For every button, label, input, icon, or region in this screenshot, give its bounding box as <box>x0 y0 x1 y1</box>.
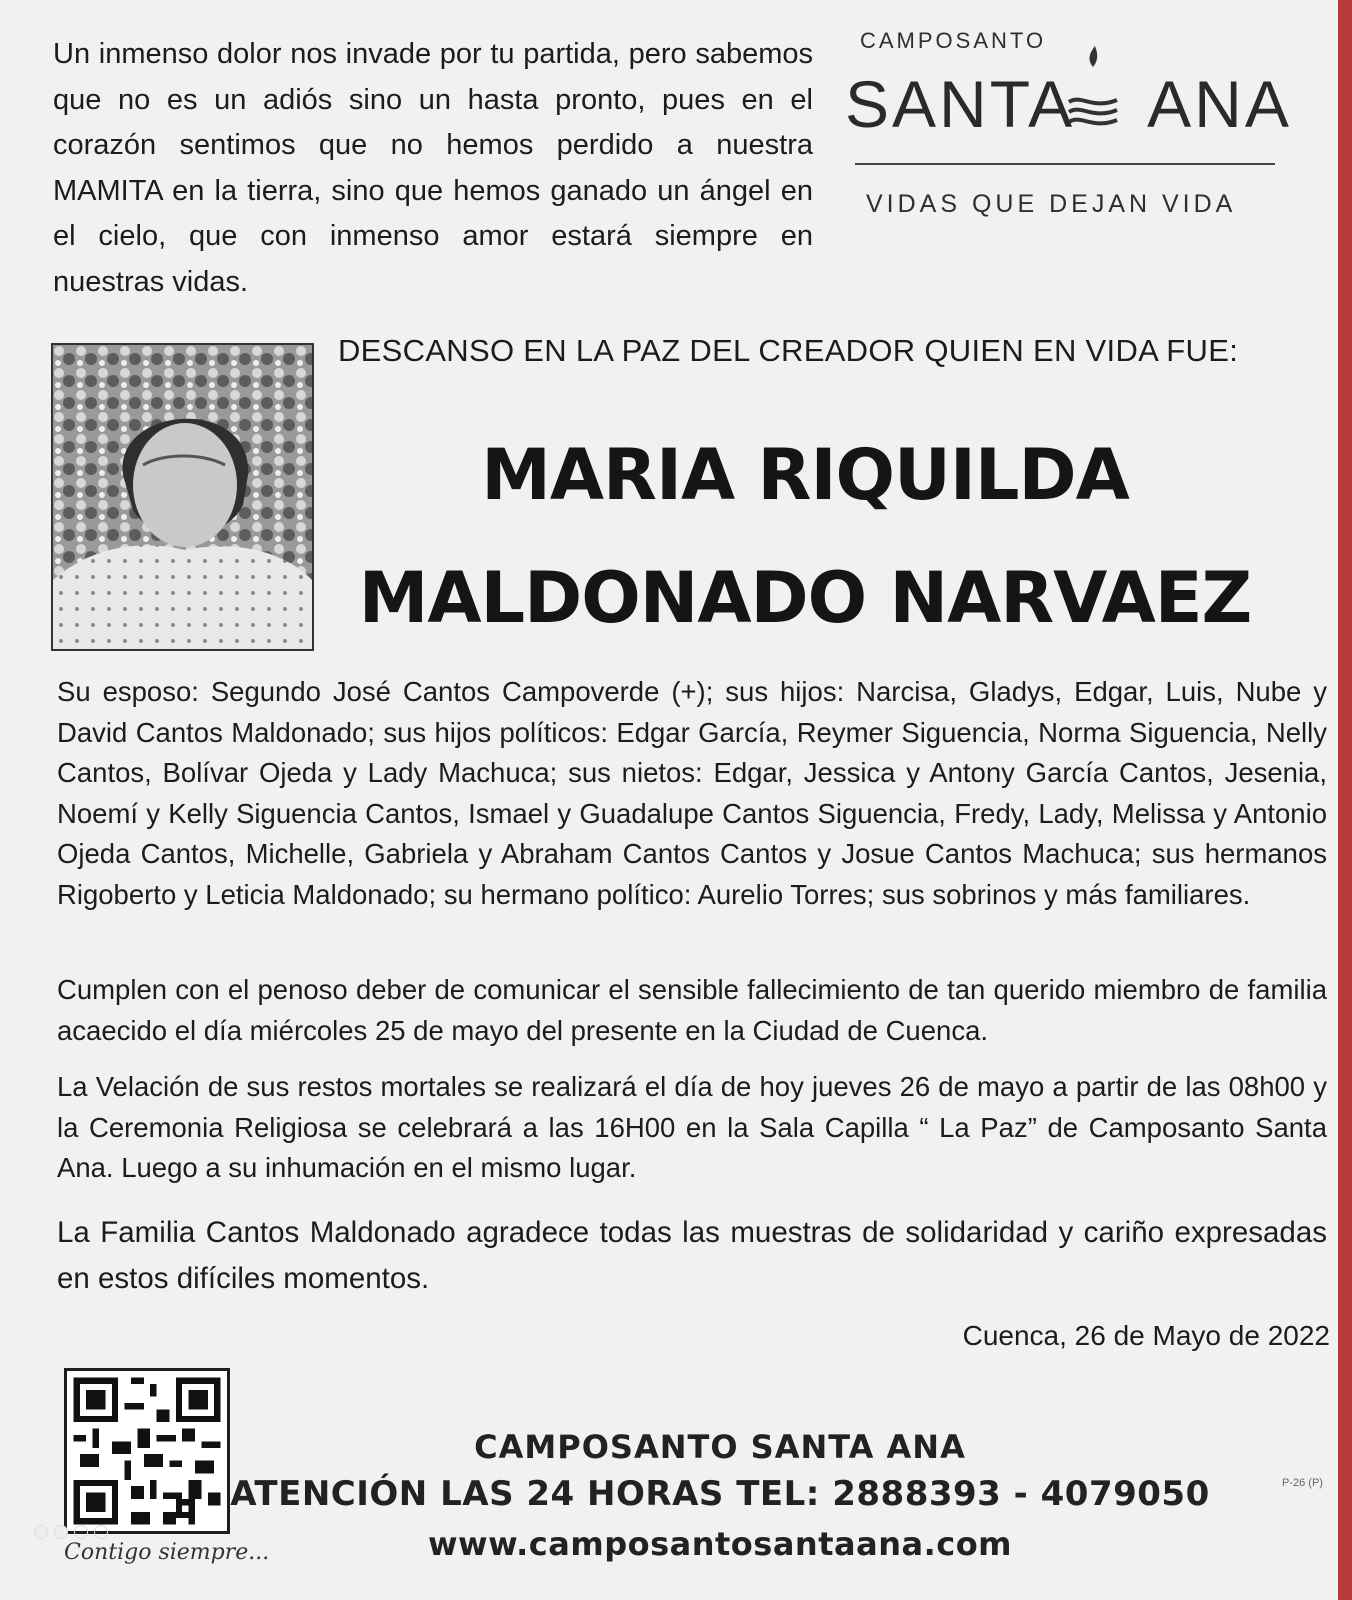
thanks-paragraph: La Familia Cantos Maldonado agradece todas las muestras de solidaridad y cariño expresadas en estos difíciles momentos. <box>57 1216 1327 1295</box>
deceased-name-line2: MALDONADO NARVAEZ <box>358 557 1252 639</box>
qr-caption: Contigo siempre... <box>64 1540 270 1565</box>
camera-watermark-dots <box>34 1525 114 1544</box>
dateline: Cuenca, 26 de Mayo de 2022 <box>962 1320 1330 1351</box>
wake-paragraph: La Velación de sus restos mortales se realizará el día de hoy jueves 26 de mayo a partir de las 08h00 y la Ceremonia Religiosa se celebrará a las 16H00 en la Sala Capilla “ La Paz” de Camposanto Santa Ana. Luego a su inhumación en el mismo lugar. <box>57 1071 1327 1183</box>
family-paragraph: Su esposo: Segundo José Cantos Campoverde (+); sus hijos: Narcisa, Gladys, Edgar, Luis, Nube y David Cantos Maldonado; sus hijos políticos: Edgar García, Reymer Siguencia, Norma Siguencia, Nelly Cantos, Bolívar Ojeda y Lady Machuca; sus nietos: Edgar, Jessica y Antony García Cantos, Jesenia, Noemí y Kelly Siguencia Cantos, Ismael y Guadalupe Cantos Siguencia, Fredy, Lady, Melissa y Antonio Ojeda Cantos, Michelle, Gabriela y Abraham Cantos Cantos y Josue Cantos Machuca; sus hermanos Rigoberto y Leticia Maldonado; su hermano político: Aurelio Torres; sus sobrinos y más familiares. <box>57 676 1327 910</box>
portrait-image <box>53 345 312 649</box>
logo-tagline: VIDAS QUE DEJAN VIDA <box>866 190 1237 218</box>
footer-company: CAMPOSANTO SANTA ANA <box>474 1428 966 1466</box>
logo-name-left: SANTA <box>845 67 1076 141</box>
logo-top-text: CAMPOSANTO <box>860 28 1047 53</box>
print-code: P-26 (P) <box>1282 1477 1323 1489</box>
logo-name-right: ANA <box>1147 67 1292 141</box>
deceased-photo <box>51 343 314 651</box>
logo-divider <box>855 163 1275 165</box>
footer-website: www.camposantosantaana.com <box>427 1525 1013 1563</box>
deceased-name-line1: MARIA RIQUILDA <box>481 434 1129 516</box>
footer-phone: ATENCIÓN LAS 24 HORAS TEL: 2888393 - 4079050 <box>230 1474 1210 1514</box>
flame-wave-icon <box>1063 40 1123 140</box>
intro-paragraph: Un inmenso dolor nos invade por tu partida, pero sabemos que no es un adiós sino un hasta pronto, pues en el corazón sentimos que no hemos perdido a nuestra MAMITA en la tierra, sino que hemos ganado un ángel en el cielo, que con inmenso amor estará siempre en nuestras vidas. <box>53 38 813 298</box>
page-edge <box>1338 0 1352 1600</box>
qr-code-icon <box>64 1368 230 1534</box>
announcement-paragraph: Cumplen con el penoso deber de comunicar el sensible fallecimiento de tan querido miembro de familia acaecido el día miércoles 25 de mayo del presente en la Ciudad de Cuenca. <box>57 974 1327 1046</box>
rest-in-peace-line: DESCANSO EN LA PAZ DEL CREADOR QUIEN EN VIDA FUE: <box>338 333 1239 368</box>
